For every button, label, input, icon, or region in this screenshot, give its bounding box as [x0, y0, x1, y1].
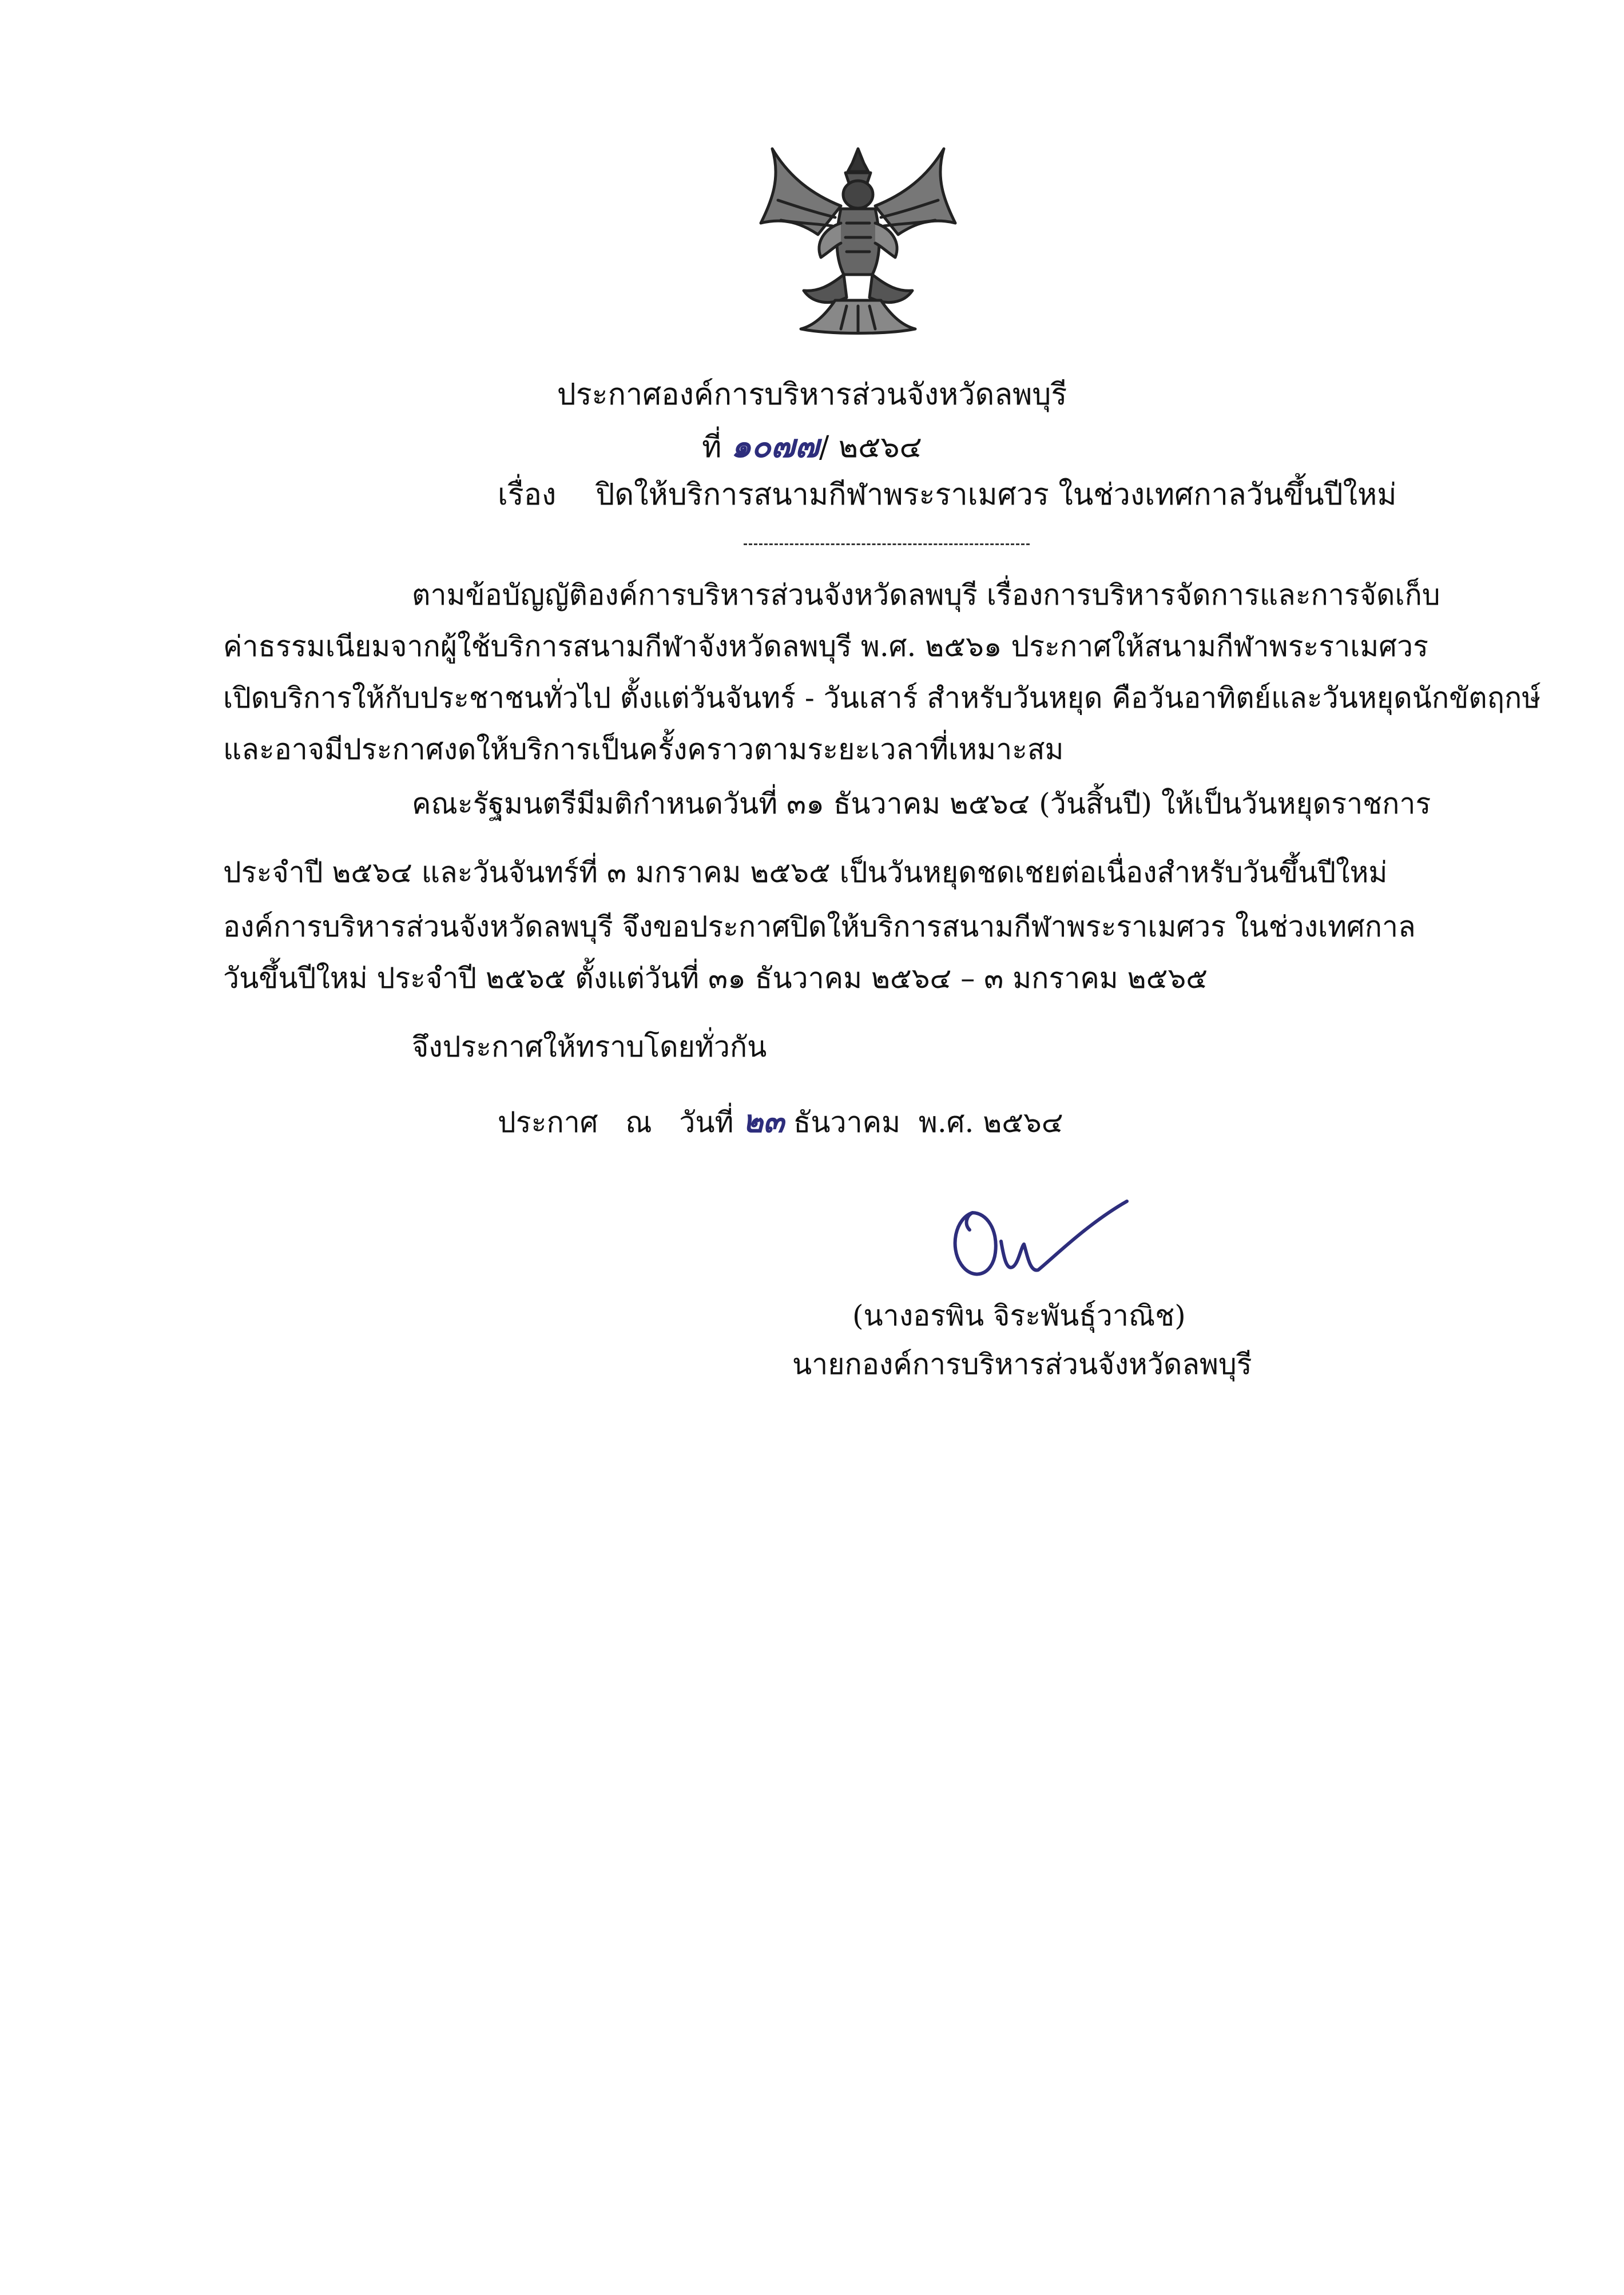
announcement-number [0, 426, 1624, 467]
garuda-emblem-icon [749, 137, 967, 343]
header-divider [744, 543, 1030, 545]
signatory-name: (นางอรพิน จิระพันธุ์วาณิช) [852, 1299, 1186, 1332]
para1-line-1: ตามข้อบัญญัติองค์การบริหารส่วนจังหวัดลพบุรี เรื่องการบริหารจัดการและการจัดเก็บ [412, 578, 1440, 612]
para2-line-4: วันขึ้นปีใหม่ ประจำปี ๒๕๖๕ ตั้งแต่วันที่ ๓๑ ธันวาคม ๒๕๖๔ – ๓ มกราคม ๒๕๖๕ [223, 962, 1208, 995]
subject-line [498, 475, 1397, 515]
para1-line-2: ค่าธรรมเนียมจากผู้ใช้บริการสนามกีฬาจังหวัดลพบุรี พ.ศ. ๒๕๖๑ ประกาศให้สนามกีฬาพระราเมศวร [223, 630, 1428, 663]
para2-line-2: ประจำปี ๒๕๖๔ และวันจันทร์ที่ ๓ มกราคม ๒๕๖๕ เป็นวันหยุดชดเชยต่อเนื่องสำหรับวันขึ้นปีใหม่ [223, 856, 1388, 889]
para1-line-3: เปิดบริการให้กับประชาชนทั่วไป ตั้งแต่วันจันทร์ - วันเสาร์ สำหรับวันหยุด คือวันอาทิตย์และวันหยุดนักขัตฤกษ์ [223, 681, 1541, 714]
dated-rest: ธันวาคม พ.ศ. ๒๕๖๔ [793, 1106, 1063, 1139]
dated-prefix: ประกาศ ณ วันที่ [498, 1106, 734, 1139]
dated-line [498, 1101, 1063, 1142]
dated-day-handwritten: ๒๓ [742, 1103, 784, 1139]
signatory-position: นายกองค์การบริหารส่วนจังหวัดลพบุรี [792, 1348, 1252, 1381]
number-handwritten: ๑๐๗๗ [730, 427, 819, 465]
closing-line: จึงประกาศให้ทราบโดยทั่วกัน [412, 1030, 767, 1063]
number-year: / ๒๕๖๔ [819, 430, 922, 464]
handwritten-signature [938, 1190, 1144, 1293]
announcement-title: ประกาศองค์การบริหารส่วนจังหวัดลพบุรี [557, 378, 1067, 412]
para2-line-1: คณะรัฐมนตรีมีมติกำหนดวันที่ ๓๑ ธันวาคม ๒๕๖๔ (วันสิ้นปี) ให้เป็นวันหยุดราชการ [412, 787, 1431, 820]
number-prefix: ที่ [702, 430, 722, 464]
subject-text: ปิดให้บริการสนามกีฬาพระราเมศวร ในช่วงเทศกาลวันขึ้นปีใหม่ [595, 478, 1397, 512]
para1-line-4: และอาจมีประกาศงดให้บริการเป็นครั้งคราวตามระยะเวลาที่เหมาะสม [223, 733, 1064, 766]
para2-line-3: องค์การบริหารส่วนจังหวัดลพบุรี จึงขอประกาศปิดให้บริการสนามกีฬาพระราเมศวร ในช่วงเทศกาล [223, 910, 1416, 943]
subject-label: เรื่อง [498, 478, 557, 512]
